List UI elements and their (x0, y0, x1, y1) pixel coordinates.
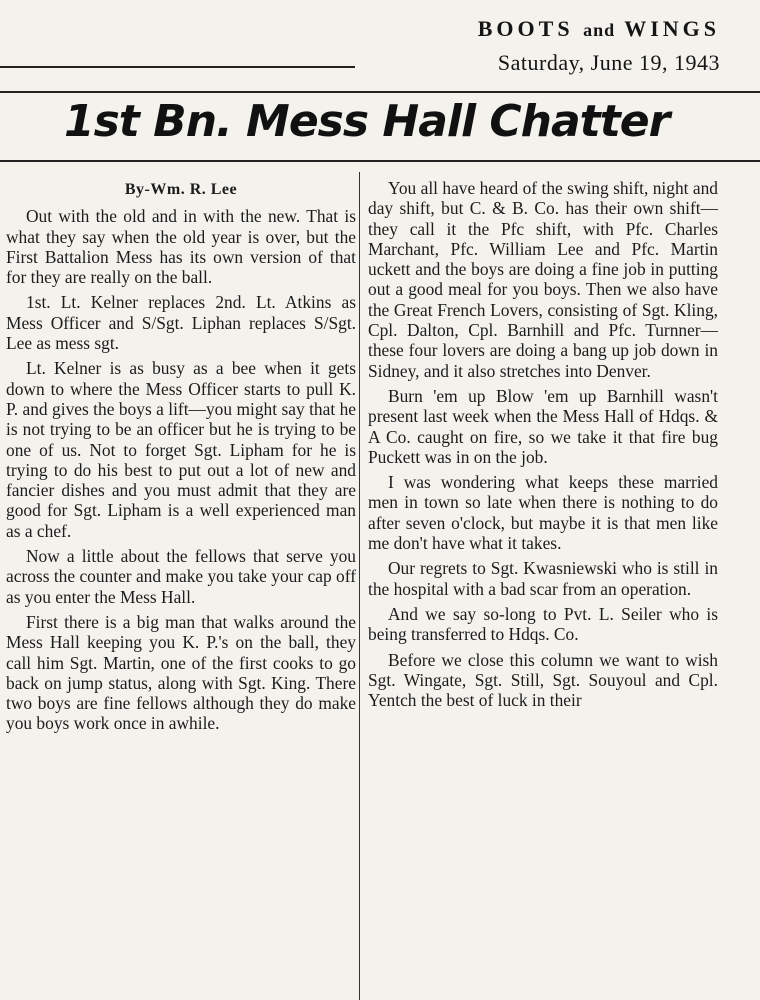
paragraph: Out with the old and in with the new. That is what they say when the old year is over, but the First Battalion Mess has its own version of that for they are really on the ball. (6, 206, 356, 288)
publication-date: Saturday, June 19, 1943 (497, 50, 720, 75)
masthead-rule-full (0, 91, 760, 93)
article-column-right (368, 172, 718, 1000)
paragraph: I was wondering what keeps these married men in town so late when there is nothing to do after seven o'clock, but maybe it is that men like me don't have what it takes. (368, 472, 718, 554)
paragraph: Our regrets to Sgt. Kwasniewski who is still in the hospital with a bad scar from an operation. (368, 558, 718, 599)
paragraph: Lt. Kelner is as busy as a bee when it gets down to where the Mess Officer starts to pull K. P. and gives the boys a lift—you might say that he is not trying to be an officer but he is trying to be one of us. Not to forget Sgt. Lipham for he is trying to do his best to put out a lot of new and fancier dishes and you must admit that they are good for Sgt. Lipham is a well experienced man as a chef. (6, 358, 356, 541)
paragraph: Now a little about the fellows that serve you across the counter and make you take your cap off as you enter the Mess Hall. (6, 546, 356, 607)
headline-rule (0, 160, 760, 162)
paragraph: And we say so-long to Pvt. L. Seiler who is being transferred to Hdqs. Co. (368, 603, 718, 645)
masthead (0, 0, 760, 90)
article-headline: 1st Bn. Mess Hall Chatter (64, 96, 670, 147)
article-byline: By-Wm. R. Lee (124, 181, 238, 198)
article-column-left (6, 172, 356, 1000)
paragraph: First there is a big man that walks around the Mess Hall keeping you K. P.'s on the ball, they call him Sgt. Martin, one of the first cooks to go back on jump status, along with Sgt. King. There two boys are fine fellows although they do make you boys work once in awhile. (6, 611, 356, 734)
masthead-rule-short (0, 66, 355, 68)
publication-name-first: BOOTS (477, 16, 574, 41)
publication-name-second: WINGS (624, 16, 720, 41)
paragraph: Burn 'em up Blow 'em up Barnhill wasn't present last week when the Mess Hall of Hdqs. & A Co. caught on fire, so we take it that fire bug Puckett was in on the job. (368, 385, 718, 467)
publication-name-and: and (583, 20, 616, 40)
column-divider (359, 172, 360, 1000)
paragraph: 1st. Lt. Kelner replaces 2nd. Lt. Atkins as Mess Officer and S/Sgt. Liphan replaces S/Sgt. Lee as mess sgt. (6, 292, 356, 354)
publication-name (478, 16, 720, 42)
paragraph: You all have heard of the swing shift, night and day shift, but C. & B. Co. has their own shift—they call it the Pfc shift, with Pfc. Charles Marchant, Pfc. William Lee and Pfc. Martin uckett and the boys are doing a fine job in putting out a good meal for you boys. Then we also have the Great French Lovers, consisting of Sgt. Kling, Cpl. Dalton, Cpl. Barnhill and Pfc. Turnner—these four lovers are doing a bang up job down in Sidney, and it also stretches into Denver. (368, 178, 718, 381)
paragraph: Before we close this column we want to wish Sgt. Wingate, Sgt. Still, Sgt. Souyoul and Cpl. Yentch the best of luck in their (368, 649, 718, 711)
